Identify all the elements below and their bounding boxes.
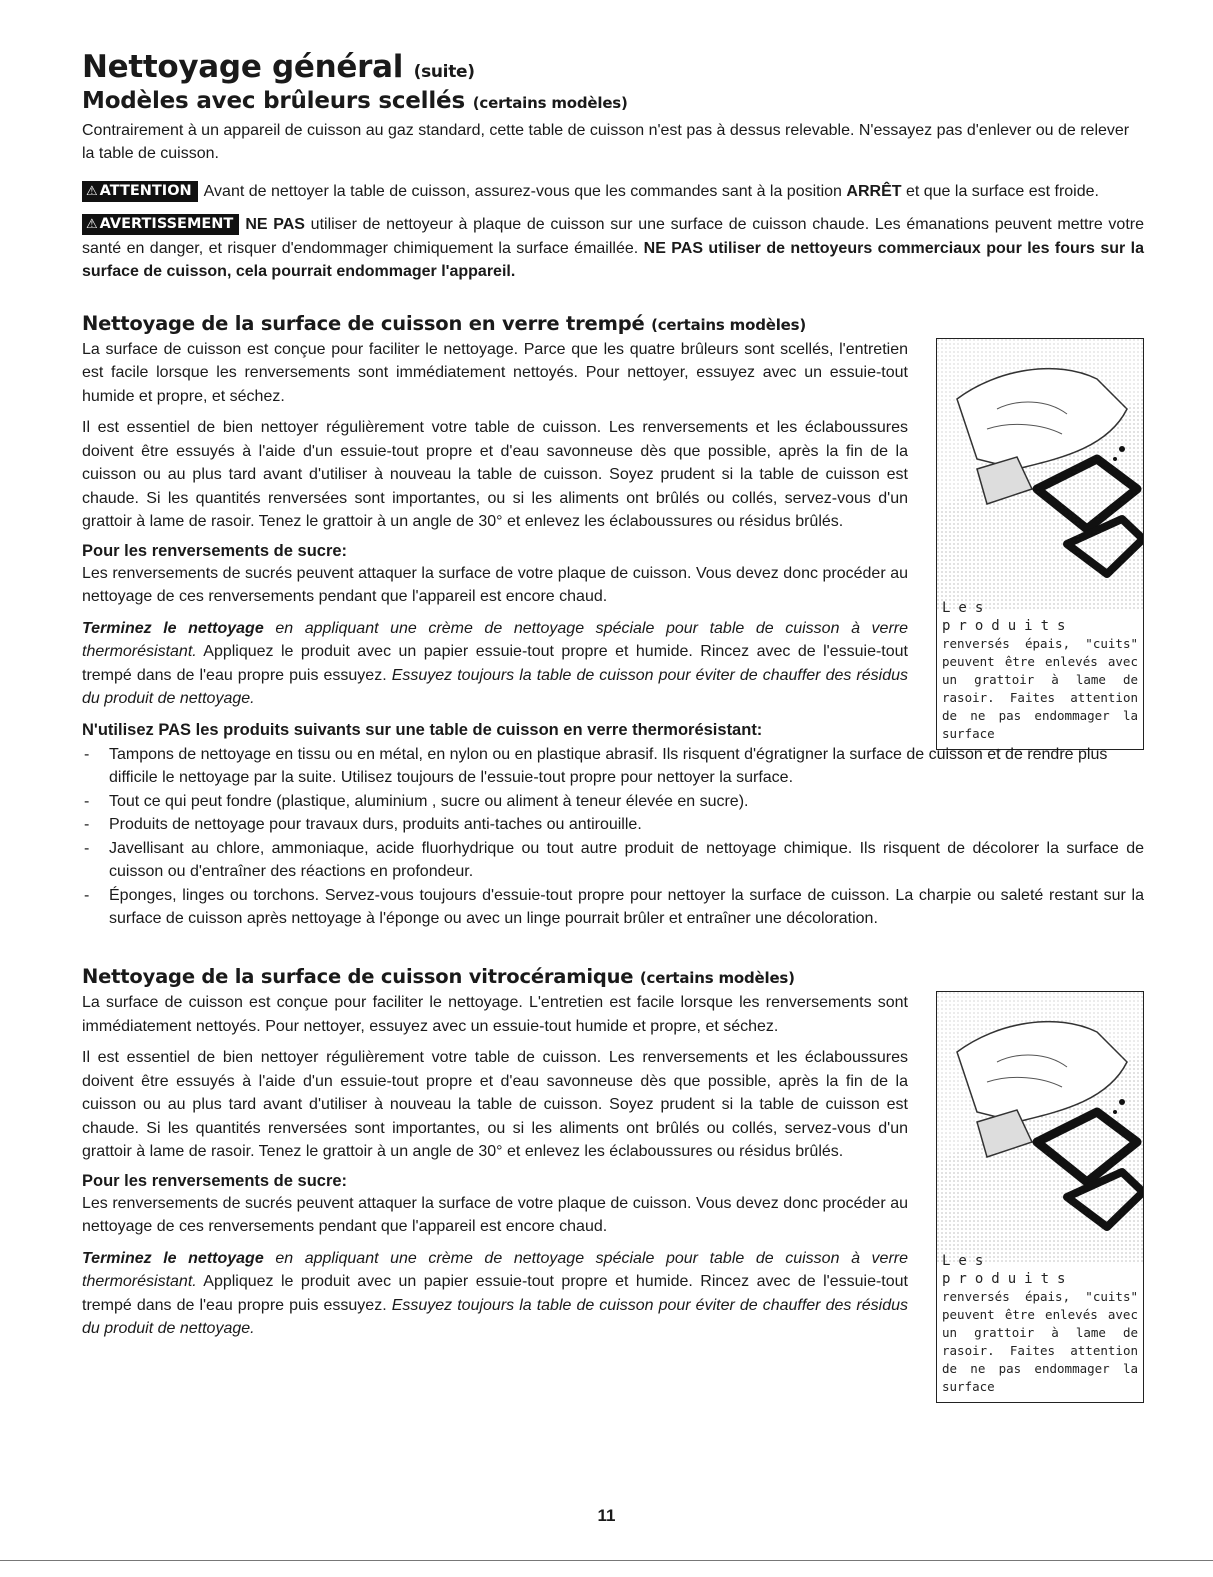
intro-paragraph: Contrairement à un appareil de cuisson au gaz standard, cette table de cuisson n'est pas à dessus relevable. N'essayez pas d'enlever ou de relever la table de cuisson. (82, 121, 1130, 163)
glass-section-heading: Nettoyage de la surface de cuisson en verre trempé (certains modèles) (82, 311, 807, 335)
do-not-use-heading: N'utilisez PAS les produits suivants sur une table de cuisson en verre thermorésistant: (82, 720, 763, 739)
list-item: - Javellisant au chlore, ammoniaque, acide fluorhydrique ou tout autre produit de nettoyage chimique. Ils risquent de décolorer la surface de cuisson ou d'entraîner des réactions en profondeur. (82, 837, 1144, 884)
glass-sugar-heading: Pour les renversements de sucre: (82, 541, 348, 560)
caution-notice: ⚠ ATTENTION Avant de nettoyer la table de cuisson, assurez-vous que les commandes sant à la position ARRÊT et que la surface est froide. (82, 180, 1144, 204)
ceramic-section-heading: Nettoyage de la surface de cuisson vitrocéramique (certains modèles) (82, 964, 795, 988)
do-not-use-list (82, 743, 1144, 931)
ceramic-sugar-heading: Pour les renversements de sucre: (82, 1171, 348, 1190)
bottom-divider (0, 1560, 1213, 1561)
page-title: Nettoyage général (suite) (82, 49, 475, 85)
subtitle-note: (certains modèles) (472, 94, 628, 113)
list-item: - Tampons de nettoyage en tissu ou en métal, en nylon ou en plastique abrasif. Ils risquent d'égratigner la surface de cuisson et de rendre plus difficile le nettoyage par la suite. Utilisez toujours de l'essuie-tout propre pour nettoyer la surface. (82, 743, 1144, 790)
section-subtitle: Modèles avec brûleurs scellés (certains modèles) (82, 88, 628, 115)
warning-triangle-icon: ⚠ (86, 217, 98, 233)
title-suffix: (suite) (413, 62, 475, 82)
scraper-illustration (936, 991, 1144, 1403)
scraper-illustration (936, 338, 1144, 750)
manual-page (82, 49, 1144, 1394)
glass-finish-paragraph: Terminez le nettoyage en appliquant une crème de nettoyage spéciale pour table de cuisson à verre thermorésistant. Appliquez le produit avec un papier essuie-tout propre et humide. Rincez avec de l'essuie-tout trempé dans de l'eau propre puis essuyez. Essuyez toujours la table de cuisson pour éviter de chauffer des résidus du produit de nettoyage. (82, 619, 908, 708)
figure-caption: Les produits renversés épais, "cuits" peuvent être enlevés avec un grattoir à lame de rasoir. Faites attention de ne pas endommager la surface (942, 599, 1138, 741)
list-item: - Éponges, linges ou torchons. Servez-vous toujours d'essuie-tout propre pour nettoyer la surface de cuisson. La charpie ou saleté restant sur la surface de cuisson après nettoyage à l'éponge ou avec un linge pourrait brûler et entraîner une décoloration. (82, 884, 1144, 931)
warning-triangle-icon: ⚠ (86, 183, 98, 199)
ceramic-paragraph-1: La surface de cuisson est conçue pour faciliter le nettoyage. L'entretien est facile lorsque les renversements sont immédiatement nettoyés. Pour nettoyer, essuyez avec un essuie-tout humide et propre, et séchez. (82, 994, 908, 1035)
list-item: - Tout ce qui peut fondre (plastique, aluminium , sucre ou aliment à teneur élevée en sucre). (82, 790, 1144, 814)
ceramic-section-text (82, 991, 908, 1341)
glass-section-text (82, 338, 908, 711)
page-number: 11 (597, 1506, 616, 1525)
caution-badge: ⚠ ATTENTION (82, 181, 198, 202)
glass-paragraph-2: Il est essentiel de bien nettoyer régulièrement votre table de cuisson. Les renversements et les éclaboussures doivent être essuyés à l'aide d'un essuie-tout propre et d'eau savonneuse dès que possible, après la fin de la cuisson ou au plus tard avant d'utiliser à nouveau la table de cuisson. Soyez prudent si la table de cuisson est chaude. Si les quantités renversées sont importantes, ou si les aliments ont brûlés ou collés, servez-vous d'un grattoir à lame de rasoir. Tenez le grattoir à un angle de 30° et enlevez les éclaboussures ou résidus brûlés. (82, 419, 908, 531)
figure-caption: Les produits renversés épais, "cuits" peuvent être enlevés avec un grattoir à lame de rasoir. Faites attention de ne pas endommager la surface (942, 1252, 1138, 1394)
ceramic-paragraph-2: Il est essentiel de bien nettoyer régulièrement votre table de cuisson. Les renversements et les éclaboussures doivent être essuyés à l'aide d'un essuie-tout propre et d'eau savonneuse dès que possible, après la fin de la cuisson ou au plus tard avant d'utiliser à nouveau la table de cuisson. Soyez prudent si la table de cuisson est chaude. Si les quantités renversées sont importantes, ou si les aliments ont brûlés ou collés, servez-vous d'un grattoir à lame de rasoir. Tenez le grattoir à un angle de 30° et enlevez les éclaboussures ou résidus brûlés. (82, 1049, 908, 1161)
ceramic-finish-paragraph: Terminez le nettoyage en appliquant une crème de nettoyage spéciale pour table de cuisson à verre thermorésistant. Appliquez le produit avec un papier essuie-tout propre et humide. Rincez avec de l'essuie-tout trempé dans de l'eau propre puis essuyez. Essuyez toujours la table de cuisson pour éviter de chauffer des résidus du produit de nettoyage. (82, 1249, 908, 1338)
warning-notice: ⚠ AVERTISSEMENT NE PAS utiliser de nettoyeur à plaque de cuisson sur une surface de cuisson chaude. Les émanations peuvent mettre votre santé en danger, et risquer d'endommager chimiquement la surface émaillée. NE PAS utiliser de nettoyeurs commerciaux pour les fours sur la surface de cuisson, cela pourrait endommager l'appareil. (82, 216, 1144, 281)
ceramic-sugar-text: Les renversements de sucrés peuvent attaquer la surface de votre plaque de cuisson. Vous devez donc procéder au nettoyage de ces renversements pendant que l'appareil est encore chaud. (82, 1194, 908, 1236)
warning-badge: ⚠ AVERTISSEMENT (82, 214, 239, 235)
glass-paragraph-1: La surface de cuisson est conçue pour faciliter le nettoyage. Parce que les quatre brûleurs sont scellés, l'entretien est facile lorsque les renversements sont immédiatement nettoyés. Pour nettoyer, essuyez avec un essuie-tout humide et propre, et séchez. (82, 340, 908, 405)
glass-sugar-text: Les renversements de sucrés peuvent attaquer la surface de votre plaque de cuisson. Vous devez donc procéder au nettoyage de ces renversements pendant que l'appareil est encore chaud. (82, 564, 908, 606)
ceramic-cooktop-section (82, 964, 1144, 1394)
list-item: - Produits de nettoyage pour travaux durs, produits anti-taches ou antirouille. (82, 813, 1144, 837)
glass-cooktop-section (82, 312, 1144, 931)
scraper-hand-icon (937, 339, 1143, 609)
scraper-hand-icon (937, 992, 1143, 1262)
